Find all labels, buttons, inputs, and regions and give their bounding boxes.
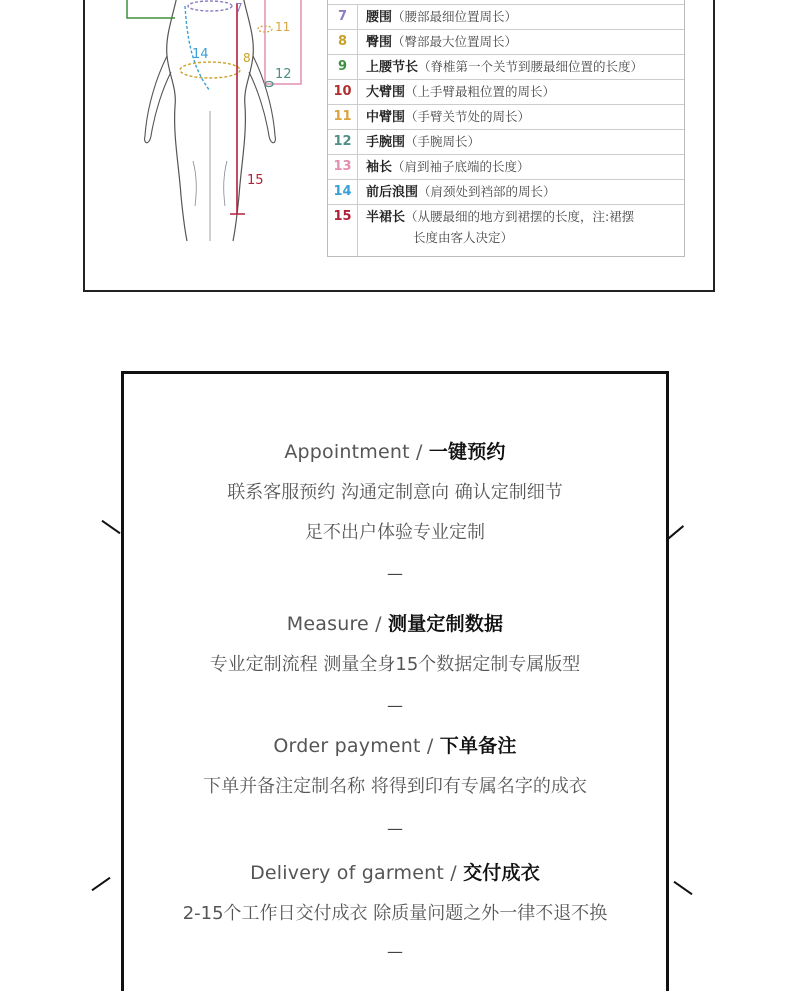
measurement-desc: （肩到袖子底端的长度） — [392, 159, 530, 174]
figure-label-12: 12 — [275, 67, 292, 82]
step-title — [124, 860, 666, 886]
measurement-text — [358, 130, 480, 155]
measurement-number: 11 — [328, 105, 358, 129]
figure-label-11: 11 — [275, 20, 291, 34]
table-row — [328, 204, 684, 256]
measurement-desc: （肩颈处到裆部的周长） — [418, 184, 556, 199]
measurement-text — [358, 30, 517, 55]
table-row — [328, 54, 684, 79]
step-divider: — — [387, 696, 403, 715]
step-title — [124, 611, 666, 637]
measurement-number: 14 — [328, 180, 358, 204]
step-title-en: Appointment / — [284, 441, 429, 463]
measurement-number: 9 — [328, 55, 358, 79]
measurement-text — [358, 5, 517, 30]
step-appointment — [124, 439, 666, 546]
step-title — [124, 733, 666, 759]
measurement-desc: （从腰最细的地方到裙摆的长度，注:裙摆 — [405, 209, 635, 224]
decorative-tick — [101, 520, 120, 534]
table-row — [328, 79, 684, 104]
measurement-text — [358, 205, 634, 248]
step-title-cn: 交付成衣 — [463, 862, 540, 884]
step-title — [124, 439, 666, 465]
step-divider: — — [387, 819, 403, 838]
decorative-tick — [91, 877, 110, 891]
measurement-number: 15 — [328, 205, 358, 256]
measurement-desc-continued: 长度由客人决定） — [413, 230, 514, 245]
measurement-name: 半裙长 — [366, 210, 406, 225]
measurement-number: 7 — [328, 5, 358, 29]
figure-label-8: 8 — [243, 51, 251, 65]
step-description: 下单并备注定制名称 将得到印有专属名字的成衣 — [203, 776, 587, 797]
step-description: 专业定制流程 测量全身15个数据定制专属版型 — [209, 654, 581, 675]
step-title-cn: 测量定制数据 — [388, 613, 504, 635]
measurement-text — [358, 105, 530, 130]
measurement-text — [358, 180, 556, 205]
measurement-name: 腰围 — [366, 10, 393, 25]
measurement-desc: （臀部最大位置周长） — [392, 34, 518, 49]
measurement-desc: （上手臂最粗位置的周长） — [405, 84, 556, 99]
step-description: 2-15个工作日交付成衣 除质量问题之外一律不退不换 — [182, 903, 608, 924]
measurement-desc: （脊椎第一个关节到腰最细位置的长度） — [418, 59, 644, 74]
table-row — [328, 179, 684, 204]
measurement-table — [327, 0, 685, 257]
measurement-name: 上腰节长 — [366, 60, 419, 75]
measurement-text — [358, 55, 643, 80]
table-row — [328, 154, 684, 179]
table-row — [328, 4, 684, 29]
step-description: 联系客服预约 沟通定制意向 确认定制细节 — [227, 482, 563, 503]
measurement-name: 中臂围 — [366, 110, 406, 125]
measurement-number: 10 — [328, 80, 358, 104]
step-title-cn: 下单备注 — [439, 735, 517, 757]
step-divider: — — [387, 564, 403, 583]
decorative-tick — [673, 881, 692, 895]
body-figure-diagram — [115, 0, 345, 246]
step-divider: — — [387, 942, 403, 961]
figure-label-14: 14 — [192, 47, 209, 62]
step-title-cn: 一键预约 — [428, 441, 506, 463]
measurement-number: 8 — [328, 30, 358, 54]
table-row — [328, 29, 684, 54]
measurement-name: 大臂围 — [366, 85, 406, 100]
step-title-en: Measure / — [286, 613, 389, 635]
measurement-desc: （手臂关节处的周长） — [405, 109, 531, 124]
measurement-name: 臀围 — [366, 35, 393, 50]
step-title-en: Delivery of garment / — [250, 862, 464, 884]
step-title-en: Order payment / — [273, 735, 440, 757]
figure-label-15: 15 — [247, 173, 264, 188]
measurement-name: 袖长 — [366, 160, 393, 175]
measurement-desc: （手腕周长） — [405, 134, 481, 149]
measurement-number: 13 — [328, 155, 358, 179]
step-order-payment — [124, 733, 666, 800]
measurement-text — [358, 155, 530, 180]
measurement-name: 手腕围 — [366, 135, 406, 150]
step-description: 足不出户体验专业定制 — [305, 522, 485, 543]
measurement-desc: （腰部最细位置周长） — [392, 9, 518, 24]
table-row — [328, 104, 684, 129]
process-panel — [121, 371, 669, 991]
measurement-name: 前后浪围 — [366, 185, 419, 200]
measurement-text — [358, 80, 555, 105]
step-delivery — [124, 860, 666, 927]
measurement-number: 12 — [328, 130, 358, 154]
figure-label-7: 7 — [235, 1, 243, 15]
measurement-chart-panel — [83, 0, 715, 292]
step-measure — [124, 611, 666, 678]
table-row — [328, 129, 684, 154]
